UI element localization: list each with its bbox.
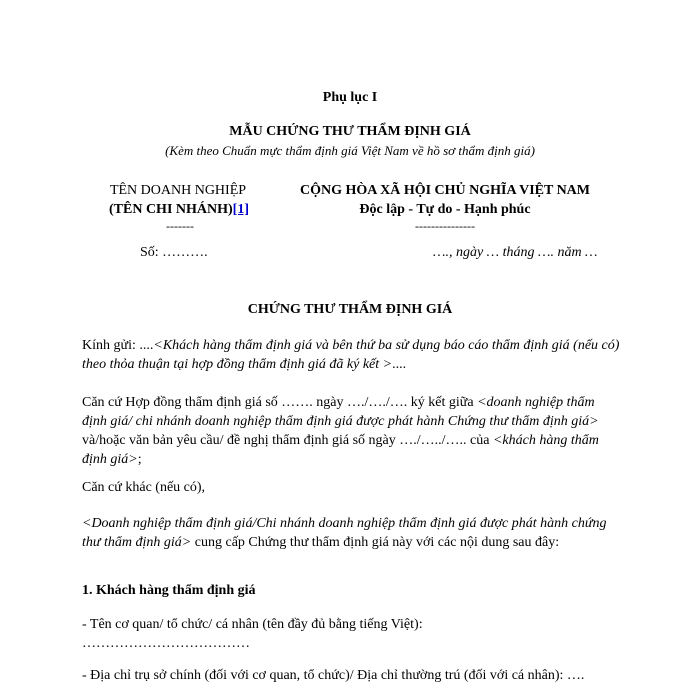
nation-motto: Độc lập - Tự do - Hạnh phúc	[359, 202, 531, 217]
section-1-item-address: - Địa chỉ trụ sở chính (đối với cơ quan, tổ chức)/ Địa chỉ thường trú (đối với cá nhân): ….	[82, 668, 585, 683]
appendix-label: Phụ lục I	[322, 90, 378, 105]
basis-text-3: ;	[137, 452, 142, 467]
company-name: TÊN DOANH NGHIỆP	[109, 183, 247, 198]
footnote-link[interactable]: [1]	[232, 202, 249, 217]
greeting-recipient: <Khách hàng thẩm định giá và bên thứ ba sử dụng báo cáo thẩm định giá (nếu có) theo thỏa thuận tại hợp đồng thẩm định giá đã ký kết >	[82, 338, 620, 372]
basis-appraiser: <doanh nghiệp thẩm định giá/ chi nhánh doanh nghiệp thẩm định giá được phát hành Chứng thư thẩm định giá>	[82, 395, 599, 429]
greeting-paragraph	[82, 336, 622, 374]
document-date: …., ngày … tháng …. năm …	[433, 245, 598, 260]
section-1-item-name-dots: ………………………………	[82, 636, 250, 651]
right-dash: ---------------	[415, 219, 475, 233]
provider-name: <Doanh nghiệp thẩm định giá/Chi nhánh doanh nghiệp thẩm định giá được phát hành chứng thư thẩm định giá>	[82, 516, 607, 550]
document-number: Số: ……….	[140, 245, 208, 260]
greeting-prefix: Kính gửi: ....	[82, 338, 154, 353]
greeting-suffix: ....	[392, 357, 407, 372]
section-1-heading: 1. Khách hàng thẩm định giá	[82, 583, 256, 598]
provider-paragraph	[82, 514, 622, 552]
left-dash: -------	[166, 219, 194, 233]
basis-client: <khách hàng thẩm định giá>	[82, 433, 599, 467]
document-title: CHỨNG THƯ THẨM ĐỊNH GIÁ	[247, 302, 453, 317]
branch-label: (TÊN CHI NHÁNH)	[109, 202, 233, 217]
provider-text: cung cấp Chứng thư thẩm định giá này với các nội dung sau đây:	[191, 535, 560, 550]
template-subtitle: (Kèm theo Chuẩn mực thẩm định giá Việt Nam về hồ sơ thẩm định giá)	[165, 143, 535, 158]
basis-contract-paragraph	[82, 393, 622, 469]
basis-text-2: và/hoặc văn bản yêu cầu/ đề nghị thẩm định giá số ngày …./…../….. của	[82, 433, 493, 448]
section-1-item-name: - Tên cơ quan/ tổ chức/ cá nhân (tên đầy đủ bằng tiếng Việt):	[82, 617, 423, 632]
basis-other-paragraph: Căn cứ khác (nếu có),	[82, 480, 206, 495]
branch-name	[96, 202, 262, 218]
template-title: MẪU CHỨNG THƯ THẨM ĐỊNH GIÁ	[229, 124, 471, 139]
nation-title: CỘNG HÒA XÃ HỘI CHỦ NGHĨA VIỆT NAM	[299, 183, 590, 198]
basis-text-1: Căn cứ Hợp đồng thẩm định giá số ……. ngày …./…./…. ký kết giữa	[82, 395, 478, 410]
